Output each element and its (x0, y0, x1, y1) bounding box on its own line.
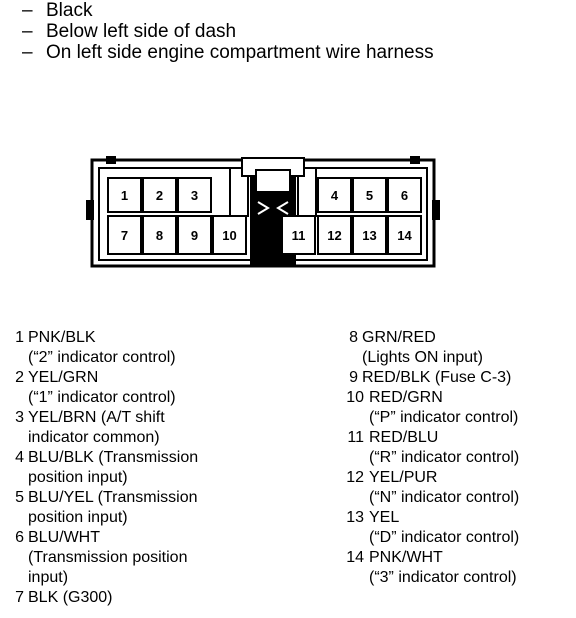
wire-color: BLU/YEL (Transmission (28, 489, 198, 506)
top-tab-left (106, 156, 116, 164)
pin-number: 10 (346, 389, 364, 406)
wire-function: input) (28, 569, 69, 586)
pin-number: 13 (346, 509, 364, 526)
pin-entry (4, 448, 304, 488)
pin-list-left (4, 328, 304, 608)
wire-function: (“1” indicator control) (28, 389, 176, 406)
wire-color: GRN/RED (362, 329, 436, 346)
wire-function: indicator common) (28, 429, 160, 446)
terminal-number: 11 (291, 228, 306, 243)
terminal-number: 3 (190, 188, 199, 203)
wire-function: position input) (28, 469, 128, 486)
pin-entry (338, 368, 574, 388)
connector-description (22, 0, 572, 63)
wire-color: PNK/BLK (28, 329, 96, 346)
pin-number: 4 (15, 449, 24, 466)
header-line-harness (22, 42, 572, 63)
pin-number: 5 (15, 489, 24, 506)
pin-number: 11 (347, 429, 364, 446)
header-line-color (22, 0, 572, 21)
wire-color: YEL/BRN (A/T shift (28, 409, 165, 426)
dash: – (22, 21, 33, 42)
terminal-number: 6 (400, 188, 409, 203)
connector-color: Black (46, 0, 93, 21)
pin-number: 8 (349, 329, 358, 346)
terminal-number: 2 (155, 188, 164, 203)
wire-function: (“N” indicator control) (369, 489, 520, 506)
wire-color: BLU/BLK (Transmission (28, 449, 199, 466)
dash: – (22, 42, 33, 63)
pin-entry (4, 368, 304, 408)
pin-number: 6 (15, 529, 24, 546)
wire-function: (Transmission position (28, 549, 188, 566)
terminal-number: 9 (190, 228, 199, 243)
terminal-number: 5 (365, 188, 374, 203)
pin-number: 14 (346, 549, 364, 566)
connector-face-diagram (86, 156, 440, 268)
terminal-number: 4 (330, 188, 339, 203)
wire-color: YEL (369, 509, 400, 526)
pin-number: 12 (346, 469, 364, 486)
pin-number: 2 (15, 369, 24, 386)
terminal-number: 14 (397, 228, 412, 243)
header-line-location (22, 21, 572, 42)
wire-function: position input) (28, 509, 128, 526)
connector-harness: On left side engine compartment wire harness (46, 42, 434, 63)
wire-color: RED/BLK (Fuse C-3) (362, 369, 512, 386)
wire-color: PNK/WHT (369, 549, 443, 566)
pin-entry (338, 548, 574, 588)
terminal-number: 12 (327, 228, 342, 243)
pin-entry (338, 428, 574, 468)
dash: – (22, 0, 33, 21)
wire-function: (“2” indicator control) (28, 349, 176, 366)
pin-entry (338, 328, 574, 368)
pin-entry (338, 388, 574, 428)
top-tab-right (410, 156, 420, 164)
pin-entry (4, 528, 304, 588)
pin-number: 9 (349, 369, 358, 386)
pin-entry (4, 408, 304, 448)
terminal-number: 8 (155, 228, 164, 243)
pin-number: 7 (15, 589, 24, 606)
pin-entry (338, 508, 574, 548)
pin-entry (4, 328, 304, 368)
wire-function: (“R” indicator control) (369, 449, 520, 466)
terminal-number: 7 (120, 228, 129, 243)
wire-color: YEL/GRN (28, 369, 99, 386)
wire-function: (“P” indicator control) (369, 409, 519, 426)
terminal-number: 13 (362, 228, 377, 243)
wire-color: RED/BLU (369, 429, 439, 446)
right-lock-tab (432, 200, 440, 220)
wire-color: YEL/PUR (369, 469, 438, 486)
connector-location: Below left side of dash (46, 21, 237, 42)
pin-entry (4, 588, 304, 608)
wire-function: (“3” indicator control) (369, 569, 517, 586)
pin-number: 3 (15, 409, 24, 426)
left-lock-tab (86, 200, 94, 220)
wire-color: BLK (G300) (28, 589, 113, 606)
wire-color: BLU/WHT (28, 529, 100, 546)
pin-number: 1 (15, 329, 24, 346)
pin-entry (338, 468, 574, 508)
center-lock-window (256, 170, 290, 192)
wire-color: RED/GRN (369, 389, 443, 406)
pin-list-right (338, 328, 574, 588)
wire-function: (“D” indicator control) (369, 529, 520, 546)
wire-function: (Lights ON input) (362, 349, 483, 366)
terminal-number: 1 (120, 188, 129, 203)
pin-entry (4, 488, 304, 528)
terminal-number: 10 (222, 228, 237, 243)
